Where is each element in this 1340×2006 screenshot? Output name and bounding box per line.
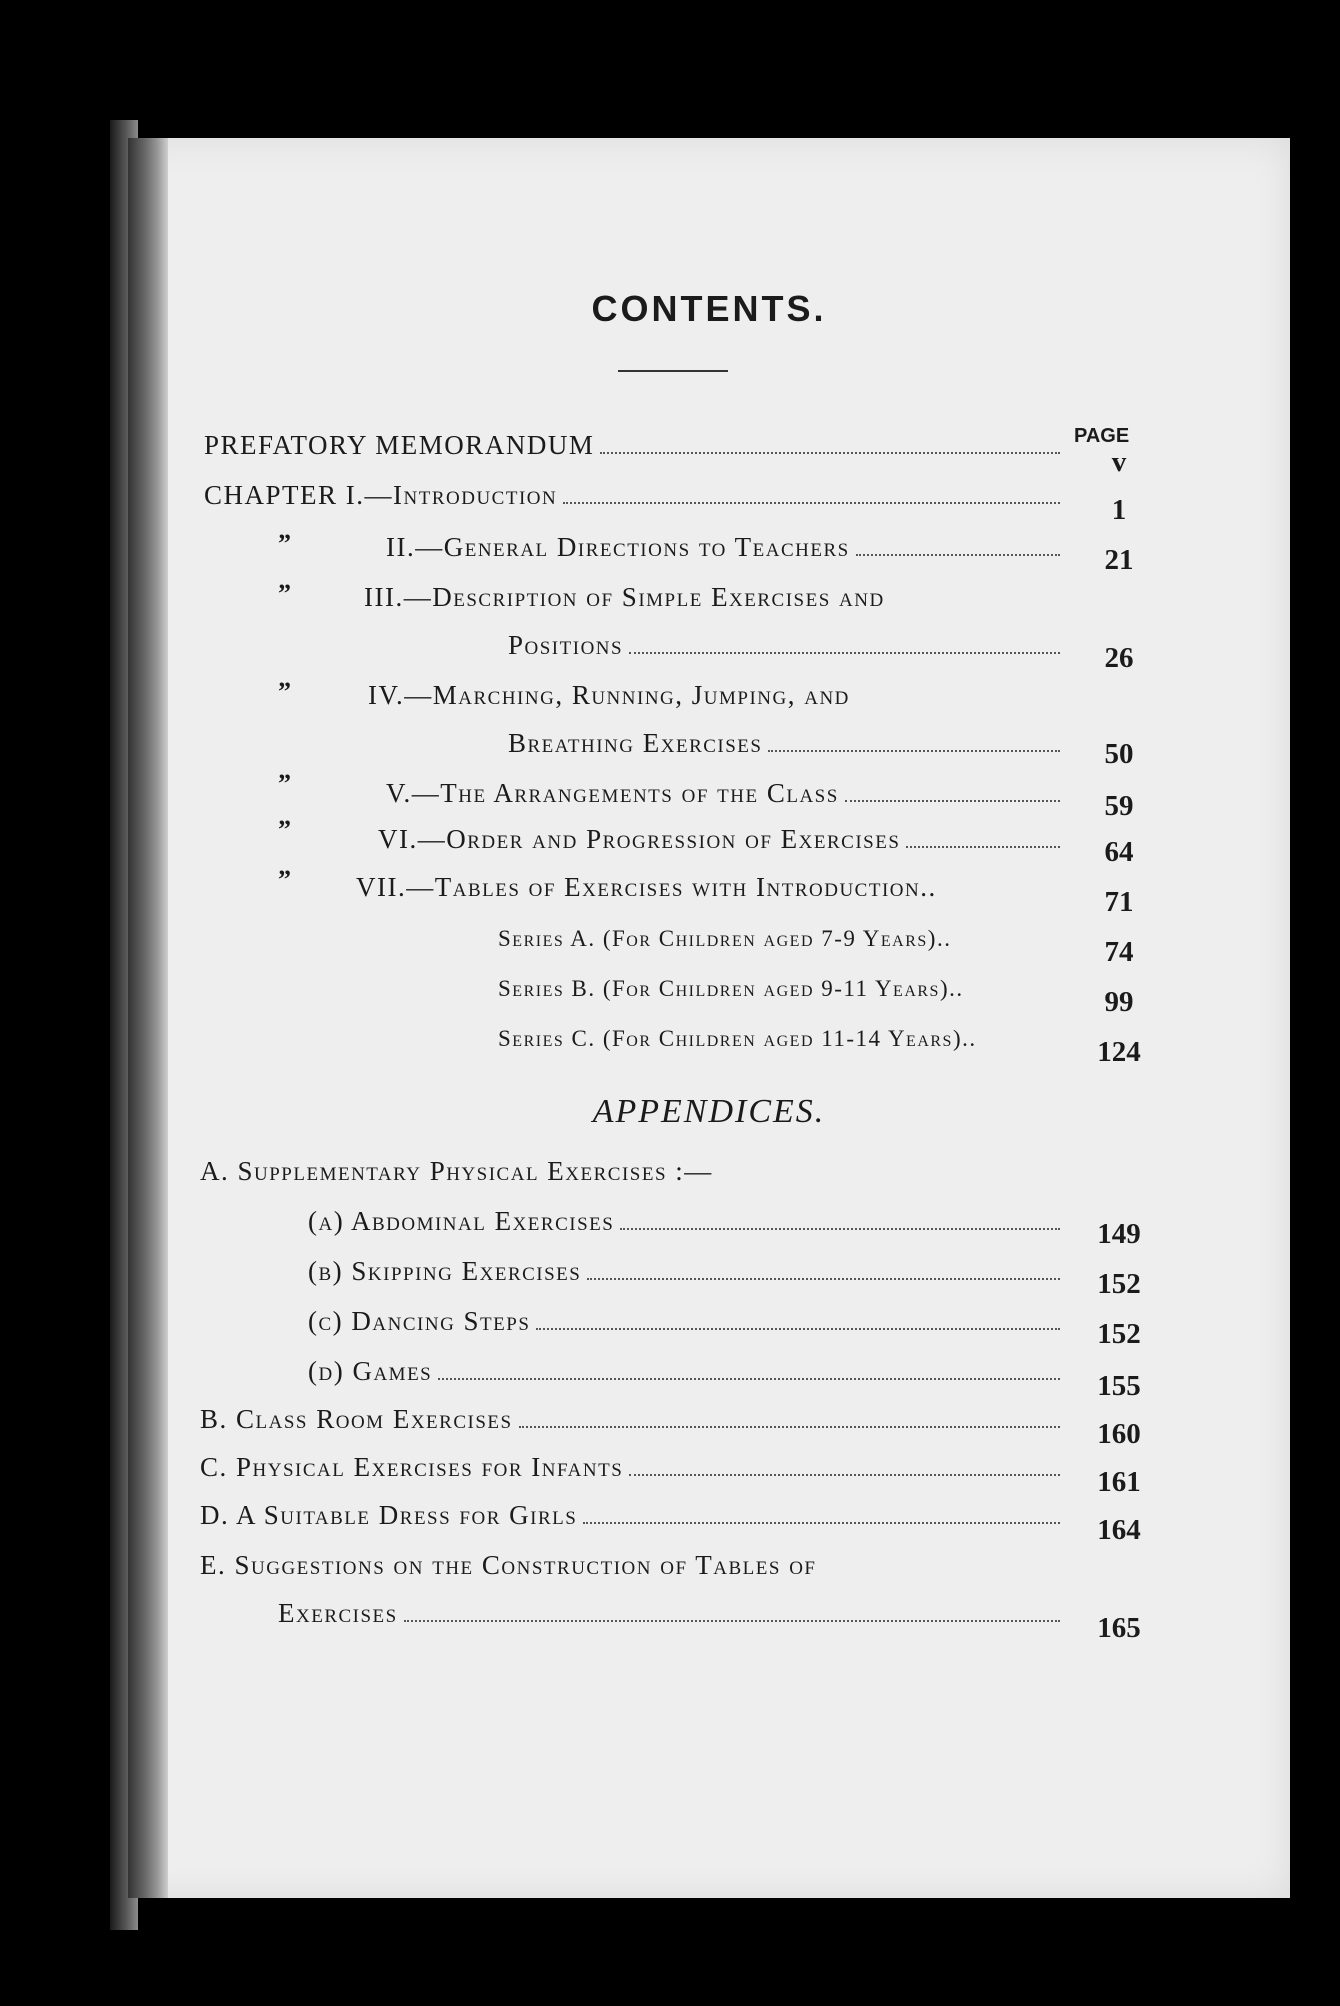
toc-entry-page: 99 <box>1104 986 1134 1018</box>
ditto-mark: ” <box>278 769 291 798</box>
ditto-mark: ” <box>278 865 291 894</box>
leader-dots <box>519 1426 1060 1428</box>
toc-entry-page: 149 <box>1097 1218 1141 1250</box>
leader-dots <box>587 1278 1060 1280</box>
appendix-a-skipping[interactable] <box>308 1256 1066 1287</box>
book-page <box>128 138 1290 1898</box>
toc-entry-label: (b) Skipping Exercises <box>308 1256 582 1286</box>
toc-entry-page: v <box>1111 446 1127 478</box>
toc-entry-page: 161 <box>1097 1466 1141 1498</box>
toc-entry-series-a[interactable] <box>498 926 1078 952</box>
toc-entry-series-b[interactable] <box>498 976 1078 1002</box>
toc-entry-label: VI.—Order and Progression of Exercises <box>378 824 901 854</box>
leader-dots <box>629 1474 1060 1476</box>
toc-entry-label: D. A Suitable Dress for Girls <box>200 1500 578 1530</box>
appendix-e-line-1[interactable]: E. Suggestions on the Construction of Tables of <box>200 1550 817 1580</box>
toc-entry-chapter-1[interactable] <box>204 480 1066 511</box>
leader-dots <box>600 452 1060 454</box>
toc-entry-page: 160 <box>1097 1418 1141 1450</box>
appendix-d[interactable] <box>200 1500 1066 1531</box>
appendix-b[interactable] <box>200 1404 1066 1435</box>
toc-entry-page: 152 <box>1097 1268 1141 1300</box>
toc-entry-chapter-2[interactable] <box>386 532 1066 563</box>
toc-entry-prefatory[interactable] <box>204 430 1066 461</box>
toc-entry-page: 124 <box>1097 1036 1141 1068</box>
toc-entry-page: 59 <box>1104 790 1134 822</box>
toc-entry-page: 21 <box>1104 544 1134 576</box>
toc-entry-page: 71 <box>1104 886 1134 918</box>
toc-entry-label: V.—The Arrangements of the Class <box>386 778 839 808</box>
leader-dots <box>629 652 1060 654</box>
toc-entry-page: 64 <box>1104 836 1134 868</box>
toc-entry-label: Series C. (For Children aged 11-14 Years).. <box>498 1026 977 1051</box>
leader-dots <box>620 1228 1060 1230</box>
toc-entry-page: 165 <box>1097 1612 1141 1644</box>
contents-title: CONTENTS. <box>591 288 827 329</box>
toc-entry-label: Series A. (For Children aged 7-9 Years).. <box>498 926 952 951</box>
toc-entry-page: 152 <box>1097 1318 1141 1350</box>
ditto-mark: ” <box>278 815 291 844</box>
leader-dots <box>583 1522 1060 1524</box>
leader-dots <box>536 1328 1060 1330</box>
toc-entry-chapter-4[interactable] <box>508 728 1066 759</box>
page-gutter-shadow <box>128 138 168 1898</box>
toc-entry-page: 74 <box>1104 936 1134 968</box>
appendices-heading: APPENDICES. <box>592 1093 826 1130</box>
toc-entry-page: 50 <box>1104 738 1134 770</box>
toc-entry-page: 155 <box>1097 1370 1141 1402</box>
appendix-a-heading[interactable] <box>200 1156 900 1187</box>
leader-dots <box>438 1378 1060 1380</box>
appendix-c[interactable] <box>200 1452 1066 1483</box>
toc-entry-chapter-6[interactable] <box>378 824 1066 855</box>
toc-entry-chapter-3-line-1[interactable]: III.—Description of Simple Exercises and <box>364 582 885 612</box>
toc-entry-label: C. Physical Exercises for Infants <box>200 1452 624 1482</box>
toc-entry-page: 1 <box>1111 494 1127 526</box>
appendix-a-dancing[interactable] <box>308 1306 1066 1337</box>
ditto-mark: ” <box>278 677 291 706</box>
toc-entry-label: B. Class Room Exercises <box>200 1404 513 1434</box>
toc-entry-label: (d) Games <box>308 1356 433 1386</box>
toc-entry-label: PREFATORY MEMORANDUM <box>204 430 595 460</box>
leader-dots <box>906 846 1060 848</box>
leader-dots <box>845 800 1060 802</box>
toc-entry-chapter-5[interactable] <box>386 778 1066 809</box>
toc-entry-page: 26 <box>1104 642 1134 674</box>
title-divider <box>618 370 728 372</box>
appendix-e[interactable] <box>278 1598 1066 1629</box>
toc-entry-series-c[interactable] <box>498 1026 1078 1052</box>
toc-entry-label: Series B. (For Children aged 9-11 Years).. <box>498 976 964 1001</box>
leader-dots <box>856 554 1060 556</box>
toc-entry-chapter-3[interactable] <box>508 630 1066 661</box>
page-column-label: PAGE <box>1074 425 1130 447</box>
leader-dots <box>563 502 1060 504</box>
toc-entry-label: (a) Abdominal Exercises <box>308 1206 615 1236</box>
toc-entry-label: VII.—Tables of Exercises with Introduction.. <box>356 872 937 902</box>
toc-entry-label: II.—General Directions to Teachers <box>386 532 850 562</box>
ditto-mark: ” <box>278 579 291 608</box>
toc-entry-chapter-4-line-1[interactable]: IV.—Marching, Running, Jumping, and <box>368 680 850 710</box>
toc-entry-label: CHAPTER I.—Introduction <box>204 480 558 510</box>
toc-entry-page: 164 <box>1097 1514 1141 1546</box>
toc-entry-label: Positions <box>508 630 624 660</box>
leader-dots <box>404 1620 1060 1622</box>
toc-entry-label: Breathing Exercises <box>508 728 763 758</box>
leader-dots <box>768 750 1060 752</box>
toc-entry-label: A. Supplementary Physical Exercises :— <box>200 1156 713 1186</box>
toc-entry-label: Exercises <box>278 1598 398 1628</box>
toc-entry-label: (c) Dancing Steps <box>308 1306 531 1336</box>
ditto-mark: ” <box>278 529 291 558</box>
appendix-a-games[interactable] <box>308 1356 1066 1387</box>
appendix-a-abdominal[interactable] <box>308 1206 1066 1237</box>
toc-entry-chapter-7[interactable] <box>356 872 1076 903</box>
